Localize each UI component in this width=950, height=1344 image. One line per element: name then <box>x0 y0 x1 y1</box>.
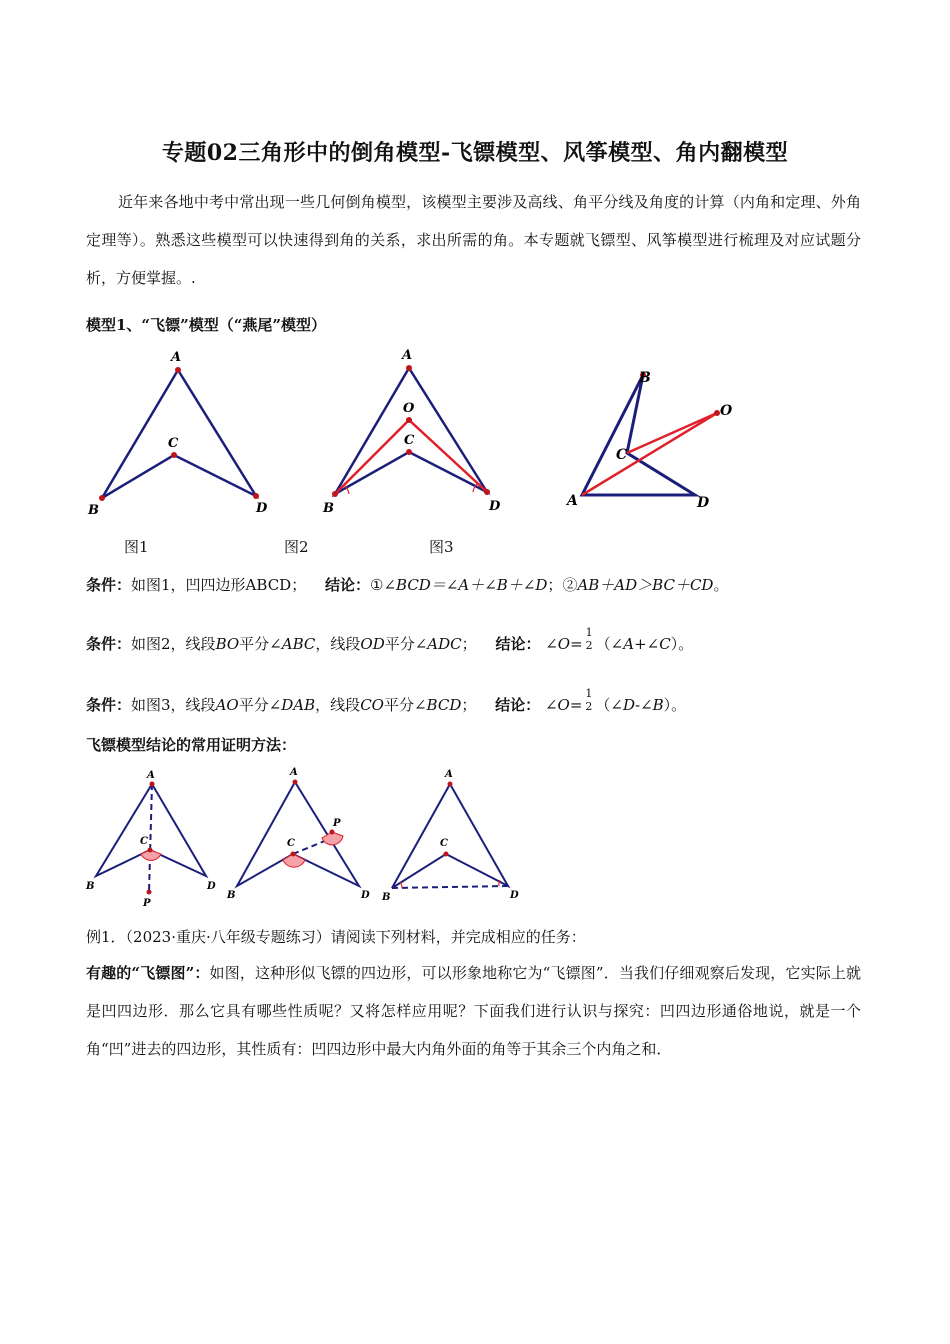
cond3-rest-close: ）。 <box>663 696 687 714</box>
cond2-numerator: 1 <box>585 626 593 639</box>
fig2-label-b: B <box>323 501 334 516</box>
figure-2-diagram <box>315 340 515 525</box>
cond3-conclusion-label: 结论： <box>495 696 541 714</box>
proof-figure-1 <box>82 762 232 912</box>
cond2-text-5: ； <box>461 635 477 653</box>
cond2-denominator: 2 <box>585 639 593 652</box>
fig1-label-a: A <box>171 350 182 365</box>
proof3-label-a: A <box>445 769 453 780</box>
proof-figure-2 <box>225 762 385 912</box>
proof3-label-d: D <box>510 890 519 901</box>
cond3-var-2: DAB <box>281 696 316 714</box>
fig1-label-d: D <box>256 501 268 516</box>
cond2-conclusion-label: 结论： <box>495 635 541 653</box>
cond1-text: 如图1，凹四边形ABCD； <box>131 576 307 594</box>
cond1-formula-2: AB＋AD＞BC＋CD <box>577 576 714 594</box>
proof1-label-b: B <box>86 881 95 892</box>
cond3-rest-open: （∠ <box>595 696 623 714</box>
proof2-label-d: D <box>361 890 370 901</box>
figure-2-caption: 图2 <box>284 538 309 556</box>
cond3-var-4: BCD <box>426 696 462 714</box>
cond2-text-2: 平分∠ <box>239 635 282 653</box>
cond3-text-4: 平分∠ <box>383 696 427 714</box>
fig3-label-d: D <box>697 495 710 511</box>
cond3-text-2: 平分∠ <box>238 696 282 714</box>
proof2-label-c: C <box>287 838 295 849</box>
cond3-text-3: ，线段 <box>315 696 361 714</box>
cond3-fraction <box>585 687 592 713</box>
model1-heading: 模型1、“飞镖”模型（“燕尾”模型） <box>86 316 326 334</box>
example-1-intro: 例1．（2023·重庆·八年级专题练习）请阅读下列材料，并完成相应的任务： <box>86 928 586 946</box>
proof2-label-p: P <box>333 818 341 829</box>
proof1-label-c: C <box>140 836 148 847</box>
cond2-var-3: OD <box>360 635 385 653</box>
cond3-var-1: AO <box>215 696 239 714</box>
fig1-label-b: B <box>88 503 99 518</box>
cond2-fraction <box>586 626 593 652</box>
fun-text: 如图，这种形似飞镖的四边形，可以形象地称它为“飞镖图”．当我们仔细观察后发现，它实际上就是凹四边形．那么它具有哪些性质呢？又将怎样应用呢？下面我们进行认识与探究：凹四边形通俗地说，就是一个角“凹”进去的四边形，其性质有：凹四边形中最大内角外面的角等于其余三个内角之和． <box>86 964 861 1058</box>
cond1-label: 条件： <box>86 576 132 594</box>
proof2-label-a: A <box>290 767 298 778</box>
condition-3 <box>86 687 687 719</box>
cond2-text-3: ，线段 <box>315 635 361 653</box>
fig3-label-o: O <box>720 403 733 419</box>
cond3-text-1: 如图3，线段 <box>131 696 216 714</box>
figure-1-caption: 图1 <box>124 538 149 556</box>
fig2-label-o: O <box>403 401 415 416</box>
proof1-label-p: P <box>143 898 151 909</box>
cond2-rest-open: （∠ <box>595 635 624 653</box>
cond2-var-1: BO <box>215 635 240 653</box>
fig2-label-d: D <box>489 499 501 514</box>
fig3-label-b: B <box>639 370 651 386</box>
proof1-label-d: D <box>207 881 216 892</box>
cond1-separator: ； <box>547 576 563 594</box>
cond3-rest-b: B <box>652 696 664 714</box>
condition-2 <box>86 626 694 658</box>
fig2-label-c: C <box>404 433 415 448</box>
figure-3-diagram <box>555 355 755 520</box>
fig1-label-c: C <box>168 436 179 451</box>
cond2-rest-op: +∠ <box>634 635 660 653</box>
cond2-text-4: 平分∠ <box>384 635 428 653</box>
cond3-rest-a: D <box>622 696 635 714</box>
cond1-formula-1: ∠BCD＝∠A＋∠B＋∠D <box>383 576 548 594</box>
cond2-var-2: ABC <box>281 635 316 653</box>
proof-heading: 飞镖模型结论的常用证明方法： <box>86 736 297 754</box>
cond1-circle-2: ② <box>562 576 578 594</box>
figure-3-caption: 图3 <box>429 538 454 556</box>
fig3-label-c: C <box>616 447 628 463</box>
cond1-conclusion-label: 结论： <box>324 576 370 594</box>
cond2-angle: ∠O= <box>545 635 583 653</box>
fig2-label-a: A <box>402 348 413 363</box>
figure-1-diagram <box>80 340 280 525</box>
fig3-label-a: A <box>567 493 578 509</box>
cond3-rest-op: -∠ <box>635 696 653 714</box>
cond3-var-3: CO <box>360 696 384 714</box>
cond2-var-4: ADC <box>427 635 462 653</box>
proof3-label-c: C <box>440 838 448 849</box>
cond1-end: 。 <box>713 576 729 594</box>
proof2-label-b: B <box>227 890 236 901</box>
proof1-label-a: A <box>147 770 155 781</box>
cond2-rest-a: A <box>623 635 635 653</box>
intro-paragraph: 近年来各地中考中常出现一些几何倒角模型，该模型主要涉及高线、角平分线及角度的计算（内角和定理、外角定理等）。熟悉这些模型可以快速得到角的关系，求出所需的角。本专题就飞镖型、风筝模型进行梳理及对应试题分析，方便掌握。. <box>86 193 861 287</box>
cond1-circle-1: ① <box>370 576 384 594</box>
proof3-label-b: B <box>382 892 391 903</box>
cond3-text-5: ； <box>461 696 477 714</box>
cond2-rest-close: ）。 <box>670 635 694 653</box>
cond3-denominator: 2 <box>585 700 593 713</box>
condition-1 <box>86 574 728 595</box>
cond2-text-1: 如图2，线段 <box>131 635 216 653</box>
cond2-rest-b: C <box>659 635 671 653</box>
fun-paragraph <box>86 954 861 1068</box>
proof-figure-3 <box>378 762 538 912</box>
fun-label: 有趣的“飞镖图”： <box>86 964 210 982</box>
cond3-numerator: 1 <box>585 687 593 700</box>
page-title: 专题02三角形中的倒角模型-飞镖模型、风筝模型、角内翻模型 <box>161 140 789 166</box>
cond3-label: 条件： <box>86 696 132 714</box>
cond2-label: 条件： <box>86 635 132 653</box>
cond3-angle: ∠O= <box>544 696 583 714</box>
